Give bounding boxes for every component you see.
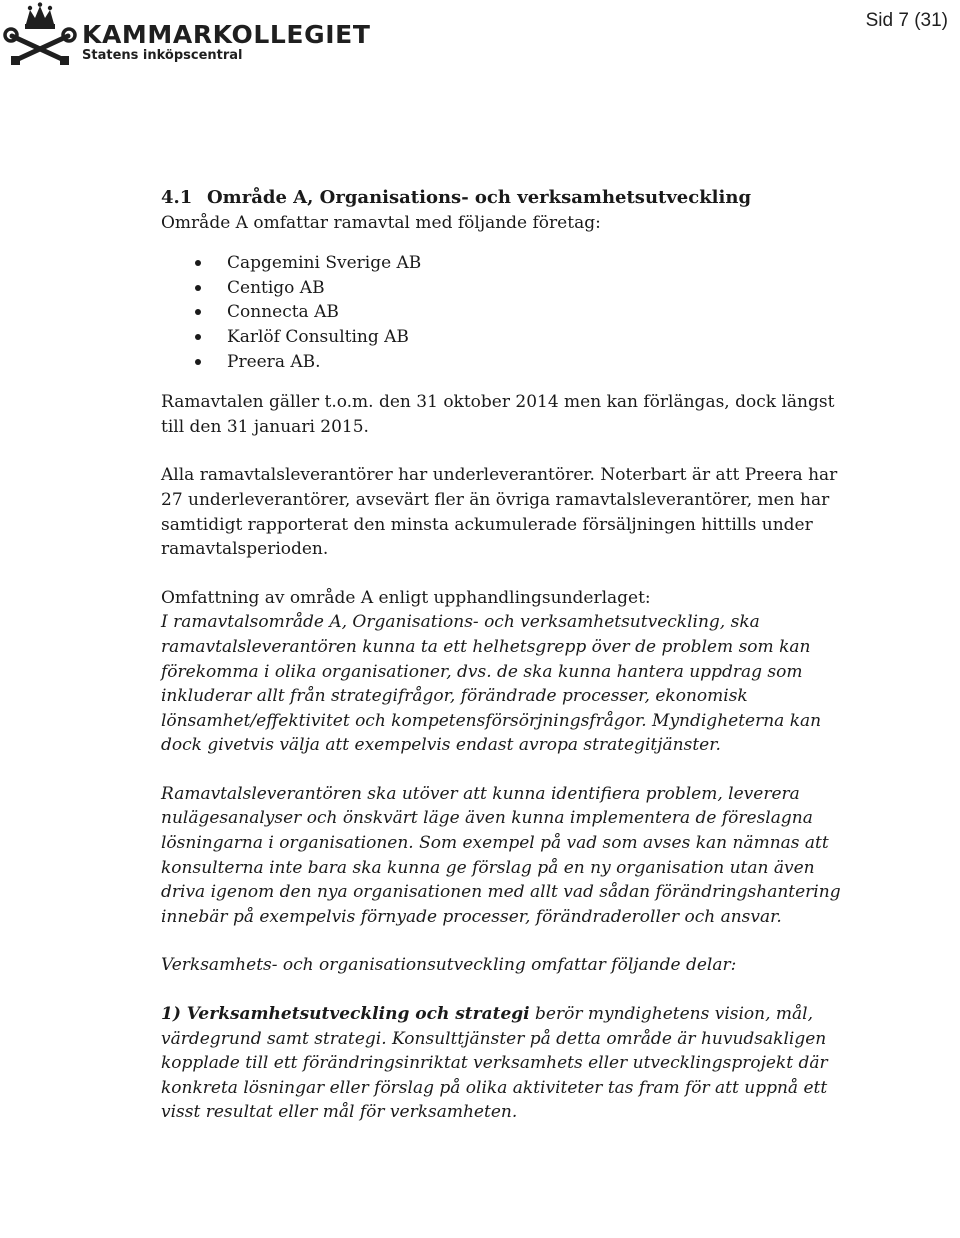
page-number: Sid 7 (31) — [865, 10, 948, 31]
section-heading — [161, 186, 841, 211]
logo-name: KAMMARKOLLEGIET — [82, 20, 371, 49]
company-list — [161, 251, 841, 374]
crown-keys-emblem-icon — [2, 2, 78, 68]
section-number: 4.1 — [161, 187, 193, 208]
section-intro: Område A omfattar ramavtal med följande företag: — [161, 212, 601, 233]
subcontractors-paragraph: Alla ramavtalsleverantörer har underleverantörer. Noterbart är att Preera har 27 underleverantörer, avsevärt fler än övriga ramavtalsleverantörer, men har samtidigt rapporterat den minsta ackumulerade försäljningen hittills under ramavtalsperioden. — [161, 465, 838, 560]
scope-paragraph-2: Ramavtalsleverantören ska utöver att kunna identifiera problem, leverera nulägesanalyser och önskvärt läge även kunna implementera de föreslagna lösningarna i organisationen. Som exempel på vad som avses kan nämnas att konsulterna inte bara ska kunna ge förslag på en ny organisation utan även driva igenom den nya organisationen med allt vad sådan förändringshantering innebär på exempelvis förnyade processer, förändraderoller och ansvar. — [161, 783, 841, 927]
parts-intro: Verksamhets- och organisationsutveckling omfattar följande delar: — [161, 955, 737, 976]
scope-paragraph: I ramavtalsområde A, Organisations- och verksamhetsutveckling, ska ramavtalsleverantören kunna ta ett helhetsgrepp över de problem som kan förekomma i olika organisationer, dvs. de ska kunna hantera uppdrag som inkluderar allt från strategifrågor, förändrade processer, ekonomisk lönsamhet/effektivitet och kompetensförsörjningsfrågor. Myndigheterna kan dock givetvis välja att exempelvis endast avropa strategitjänster. — [161, 612, 822, 756]
list-item: Karlöf Consulting AB — [227, 325, 841, 350]
part-1-paragraph — [161, 1002, 841, 1125]
part-1-text: berör myndighetens vision, mål, värdegrund samt strategi. Konsulttjänster på detta område är huvudsakligen kopplade till ett förändringsinriktat verksamhets eller utvecklingsprojekt där konkreta lösningar eller förslag på olika aktiviteter tas fram för att uppnå ett visst resultat eller mål för verksamheten. — [161, 1004, 828, 1123]
validity-paragraph: Ramavtalen gäller t.o.m. den 31 oktober 2014 men kan förlängas, dock längst till den 31 januari 2015. — [161, 392, 835, 437]
scope-label: Omfattning av område A enligt upphandlingsunderlaget: — [161, 587, 651, 608]
list-item: Connecta AB — [227, 300, 841, 325]
part-1-title: 1) Verksamhetsutveckling och strategi — [161, 1004, 530, 1025]
logo-subtitle: Statens inköpscentral — [82, 48, 243, 63]
section-title: Område A, Organisations- och verksamhetsutveckling — [207, 187, 752, 208]
list-item: Capgemini Sverige AB — [227, 251, 841, 276]
kammarkollegiet-logo — [0, 0, 371, 70]
document-body — [161, 186, 841, 1125]
list-item: Preera AB. — [227, 350, 841, 375]
list-item: Centigo AB — [227, 276, 841, 301]
